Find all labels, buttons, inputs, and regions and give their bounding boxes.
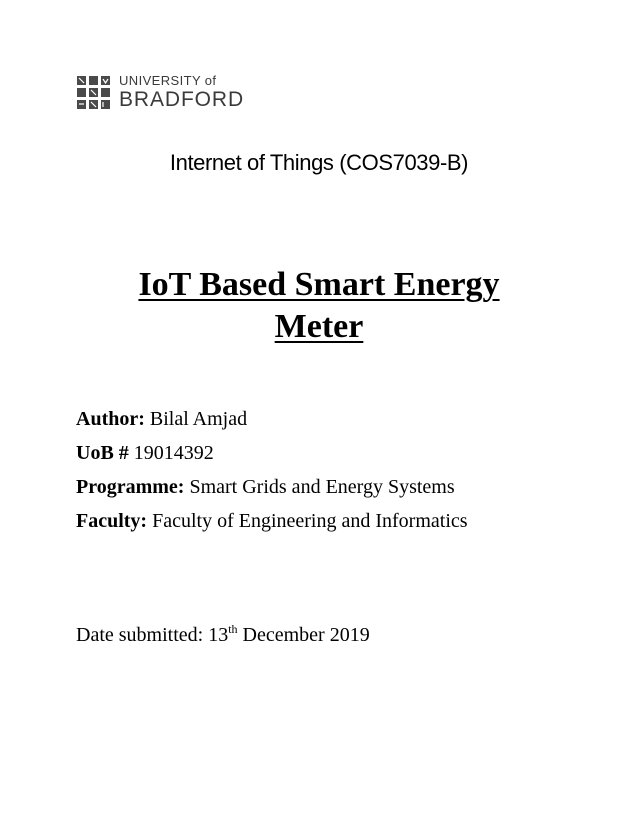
date-submitted — [76, 622, 370, 648]
author-row — [76, 402, 468, 436]
author-details — [76, 402, 468, 538]
date-prefix: Date submitted: 13 — [76, 624, 229, 646]
author-label: Author: — [76, 408, 145, 430]
faculty-value: Faculty of Engineering and Informatics — [152, 510, 468, 532]
uob-number-value: 19014392 — [133, 442, 214, 464]
course-title: Internet of Things (COS7039-B) — [169, 150, 469, 175]
uob-number-row — [76, 436, 468, 470]
report-title-line-2: Meter — [274, 308, 364, 345]
programme-value: Smart Grids and Energy Systems — [189, 476, 455, 498]
faculty-label: Faculty: — [76, 510, 148, 532]
logo-university-text: UNIVERSITY of — [119, 73, 217, 88]
faculty-row — [76, 504, 468, 538]
university-crest-icon — [76, 74, 112, 110]
author-value: Bilal Amjad — [149, 408, 248, 430]
report-title-line-1: IoT Based Smart Energy — [138, 266, 500, 303]
programme-row — [76, 470, 468, 504]
logo-wordmark — [119, 74, 244, 110]
logo-bradford-text: BRADFORD — [119, 88, 245, 111]
programme-label: Programme: — [76, 476, 185, 498]
report-title — [60, 264, 578, 348]
date-rest: December 2019 — [237, 624, 370, 646]
date-ordinal-suffix: th — [228, 622, 238, 636]
uob-number-label: UoB # — [76, 442, 129, 464]
university-logo — [76, 74, 244, 110]
